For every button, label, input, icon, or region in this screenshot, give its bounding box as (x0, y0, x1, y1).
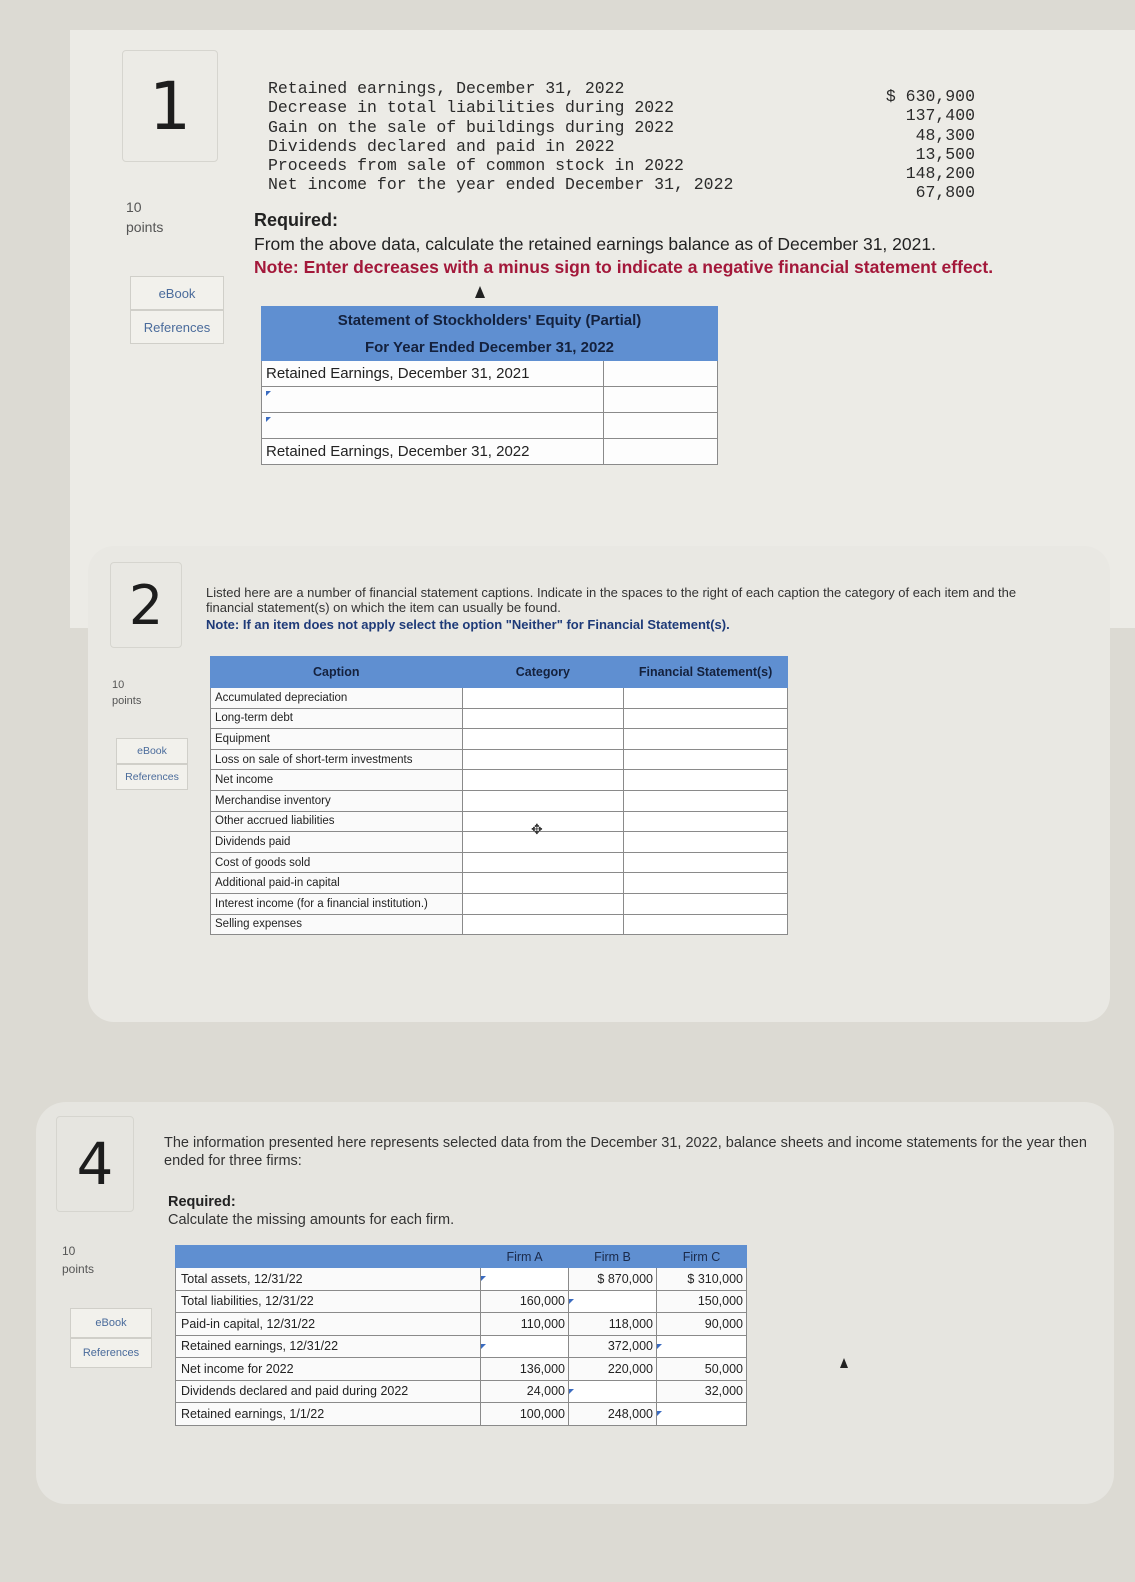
table-row (211, 914, 788, 935)
table-row (211, 893, 788, 914)
table-row (176, 1380, 747, 1403)
category-select[interactable] (462, 790, 624, 811)
table-row (211, 873, 788, 894)
caption-label: Additional paid-in capital (211, 873, 463, 894)
firm-b-input[interactable] (569, 1380, 657, 1403)
question-points (112, 677, 141, 709)
ebook-button[interactable]: eBook (70, 1308, 152, 1338)
given-value: 137,400 (905, 106, 975, 126)
firm-b-input[interactable] (569, 1290, 657, 1313)
points-value: 10 (62, 1244, 76, 1258)
table-row (211, 749, 788, 770)
row-label: Total assets, 12/31/22 (176, 1268, 481, 1291)
caption-label: Equipment (211, 729, 463, 750)
firm-a-input[interactable] (481, 1335, 569, 1358)
category-select[interactable] (462, 770, 624, 791)
category-select[interactable] (462, 852, 624, 873)
table-row (211, 770, 788, 791)
caption-label: Net income (211, 770, 463, 791)
table-row (176, 1358, 747, 1381)
firm-b-value: 248,000 (569, 1403, 657, 1426)
category-select[interactable] (462, 749, 624, 770)
question-number: 4 (56, 1116, 134, 1212)
table-row (176, 1268, 747, 1291)
row-label: Total liabilities, 12/31/22 (176, 1290, 481, 1313)
firm-c-value: $ 310,000 (657, 1268, 747, 1291)
amount-input[interactable] (604, 413, 718, 439)
input-flag-icon (657, 1411, 662, 1416)
points-value: 10 (112, 679, 125, 691)
table-row (176, 1313, 747, 1336)
ebook-button[interactable]: eBook (116, 738, 188, 764)
table-row (176, 1335, 747, 1358)
required-text: Calculate the missing amounts for each firm. (168, 1212, 455, 1228)
given-label: Decrease in total liabilities during 2022 (268, 98, 674, 118)
required-title: Required: (254, 210, 339, 230)
caption-label: Cost of goods sold (211, 852, 463, 873)
caption-label: Interest income (for a financial institution.) (211, 893, 463, 914)
row-label: Dividends declared and paid during 2022 (176, 1380, 481, 1403)
row-label: Paid-in capital, 12/31/22 (176, 1313, 481, 1336)
given-value: 67,800 (915, 183, 975, 203)
caption-label: Loss on sale of short-term investments (211, 749, 463, 770)
amount-input[interactable] (604, 387, 718, 413)
firm-c-value: 50,000 (657, 1358, 747, 1381)
caption-classification-table (210, 656, 788, 935)
financial-statement-select[interactable] (624, 708, 788, 729)
header-firm-c: Firm C (657, 1246, 747, 1268)
table-row (211, 708, 788, 729)
header-category: Category (462, 657, 624, 688)
caption-label: Selling expenses (211, 914, 463, 935)
firm-c-input[interactable] (657, 1335, 747, 1358)
intro-text: The information presented here represents selected data from the December 31, 2022, balance sheets and income statements for the year then ended for three firms: (164, 1135, 1087, 1169)
points-label: points (112, 695, 142, 707)
caption-label: Dividends paid (211, 832, 463, 853)
header-financial-statements: Financial Statement(s) (624, 657, 788, 688)
table-subtitle: For Year Ended December 31, 2022 (262, 334, 718, 361)
firm-c-value: 32,000 (657, 1380, 747, 1403)
intro-text: Listed here are a number of financial statement captions. Indicate in the spaces to the right of each caption the category of each item and the financial statement(s) on which the item can usually be found. (206, 585, 1017, 615)
table-row (211, 811, 788, 832)
required-title: Required: (168, 1194, 236, 1210)
firm-data-table (175, 1245, 747, 1426)
question-points (62, 1242, 94, 1278)
firm-b-value: 118,000 (569, 1313, 657, 1336)
firm-a-value: 100,000 (481, 1403, 569, 1426)
points-value: 10 (126, 199, 142, 215)
given-data-labels (268, 79, 733, 195)
table-row (211, 832, 788, 853)
given-data-values (886, 87, 975, 203)
note-text: Note: If an item does not apply select the option "Neither" for Financial Statement(s). (206, 617, 730, 632)
table-row (262, 413, 718, 439)
input-flag-icon (569, 1389, 574, 1394)
table-title: Statement of Stockholders' Equity (Partial) (262, 307, 718, 334)
firm-a-value: 24,000 (481, 1380, 569, 1403)
question-points (126, 197, 163, 237)
financial-statement-select[interactable] (624, 729, 788, 750)
points-label: points (126, 219, 164, 235)
stockholders-equity-table (261, 306, 718, 465)
required-text: From the above data, calculate the retained earnings balance as of December 31, 2021. (254, 234, 936, 254)
amount-input[interactable] (604, 439, 718, 465)
row-label: Retained earnings, 1/1/22 (176, 1403, 481, 1426)
financial-statement-select[interactable] (624, 811, 788, 832)
financial-statement-select[interactable] (624, 832, 788, 853)
table-row (211, 852, 788, 873)
financial-statement-select[interactable] (624, 790, 788, 811)
category-select[interactable] (462, 914, 624, 935)
caption-label: Other accrued liabilities (211, 811, 463, 832)
mouse-cursor-icon (475, 286, 485, 298)
references-button[interactable]: References (130, 310, 224, 344)
given-value: 13,500 (915, 144, 975, 164)
input-flag-icon (569, 1299, 574, 1304)
input-flag-icon (657, 1344, 662, 1349)
table-row (211, 729, 788, 750)
firm-c-value: 90,000 (657, 1313, 747, 1336)
firm-b-value: $ 870,000 (569, 1268, 657, 1291)
references-button[interactable]: References (70, 1338, 152, 1368)
header-blank (176, 1246, 481, 1268)
firm-c-input[interactable] (657, 1403, 747, 1426)
category-select[interactable] (462, 893, 624, 914)
category-select[interactable] (462, 729, 624, 750)
row-label-select[interactable] (262, 387, 604, 413)
firm-a-value: 110,000 (481, 1313, 569, 1336)
financial-statement-select[interactable] (624, 770, 788, 791)
firm-a-value: 136,000 (481, 1358, 569, 1381)
given-value: 48,300 (915, 125, 975, 145)
category-select[interactable] (462, 873, 624, 894)
given-label: Proceeds from sale of common stock in 2022 (268, 156, 684, 176)
table-row (211, 688, 788, 709)
references-button[interactable]: References (116, 764, 188, 790)
input-flag-icon (481, 1344, 486, 1349)
note-text: Note: Enter decreases with a minus sign to indicate a negative financial statement effect. (254, 257, 994, 277)
firm-a-value: 160,000 (481, 1290, 569, 1313)
given-label: Gain on the sale of buildings during 2022 (268, 117, 674, 137)
financial-statement-select[interactable] (624, 914, 788, 935)
financial-statement-select[interactable] (624, 873, 788, 894)
table-row (176, 1403, 747, 1426)
given-value: $ 630,900 (885, 87, 975, 106)
move-cursor-icon: ✥ (531, 821, 543, 837)
dropdown-flag-icon (266, 391, 271, 396)
category-select[interactable] (462, 688, 624, 709)
row-label: Retained Earnings, December 31, 2022 (262, 439, 604, 465)
given-label: Retained earnings, December 31, 2022 (268, 79, 625, 98)
table-row (262, 361, 718, 387)
firm-c-value: 150,000 (657, 1290, 747, 1313)
row-label: Net income for 2022 (176, 1358, 481, 1381)
question-number: 2 (110, 562, 182, 648)
given-label: Dividends declared and paid in 2022 (268, 136, 615, 156)
header-firm-b: Firm B (569, 1246, 657, 1268)
question-number: 1 (122, 50, 218, 162)
amount-input[interactable] (604, 361, 718, 387)
caption-label: Accumulated depreciation (211, 688, 463, 709)
ebook-button[interactable]: eBook (130, 276, 224, 310)
financial-statement-select[interactable] (624, 852, 788, 873)
firm-b-value: 372,000 (569, 1335, 657, 1358)
given-value: 148,200 (905, 164, 975, 184)
points-label: points (62, 1262, 95, 1276)
header-caption: Caption (211, 657, 463, 688)
row-label-select[interactable] (262, 413, 604, 439)
firm-b-value: 220,000 (569, 1358, 657, 1381)
firm-a-input[interactable] (481, 1268, 569, 1291)
caption-label: Long-term debt (211, 708, 463, 729)
table-row (211, 790, 788, 811)
financial-statement-select[interactable] (624, 749, 788, 770)
category-select[interactable] (462, 708, 624, 729)
financial-statement-select[interactable] (624, 688, 788, 709)
table-row (176, 1290, 747, 1313)
row-label: Retained Earnings, December 31, 2021 (262, 361, 604, 387)
dropdown-flag-icon (266, 417, 271, 422)
table-row (262, 439, 718, 465)
given-label: Net income for the year ended December 31, 2022 (268, 175, 734, 195)
header-firm-a: Firm A (481, 1246, 569, 1268)
mouse-cursor-icon (840, 1358, 848, 1368)
caption-label: Merchandise inventory (211, 790, 463, 811)
financial-statement-select[interactable] (624, 893, 788, 914)
row-label: Retained earnings, 12/31/22 (176, 1335, 481, 1358)
table-row (262, 387, 718, 413)
input-flag-icon (481, 1276, 486, 1281)
